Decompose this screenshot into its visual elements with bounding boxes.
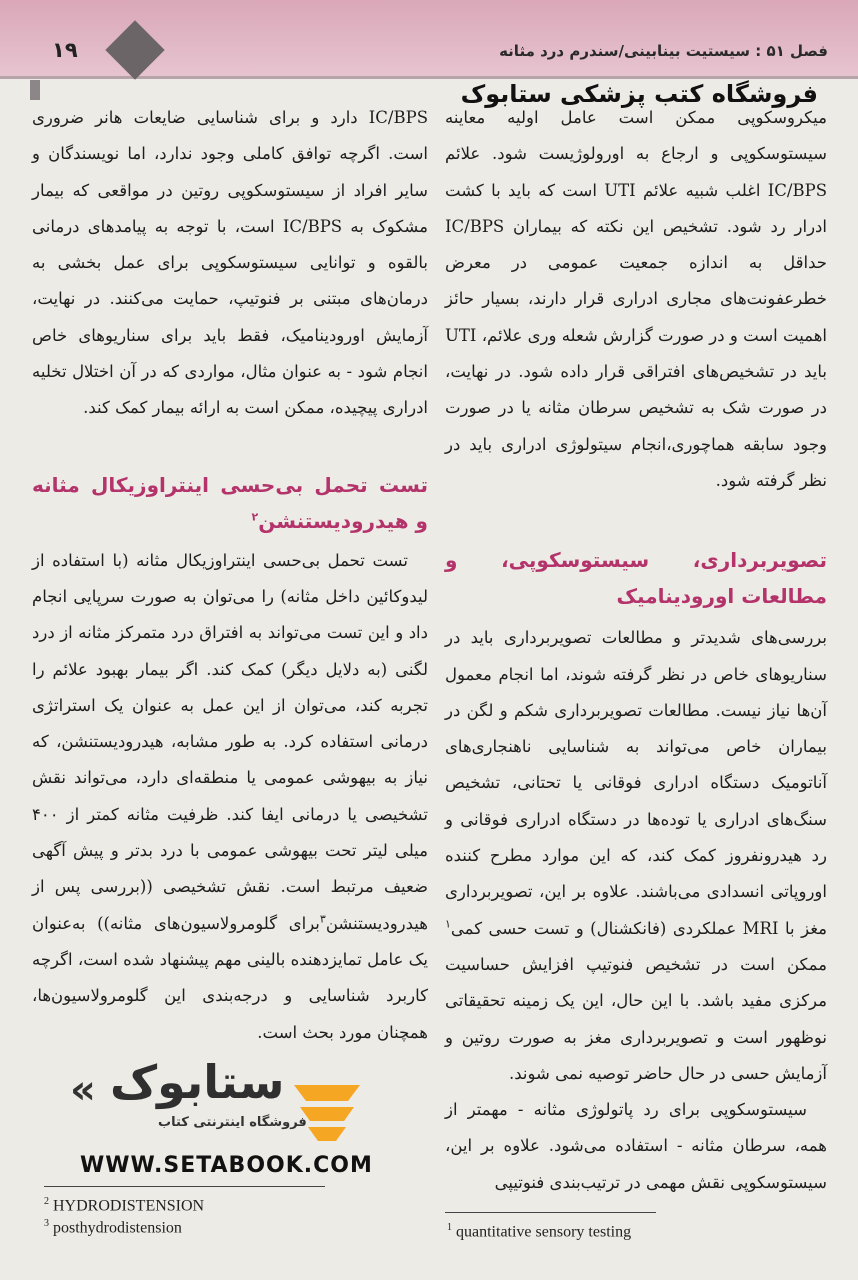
footnote-3-text: posthydrodistension [53,1219,182,1237]
footnote-2 [44,1196,204,1215]
footnote-ref-2[interactable]: ۲ [251,510,259,524]
section-heading-imaging: تصویربرداری، سیستوسکوپی، و مطالعات اورودینامیک [445,548,827,609]
footnote-1 [447,1222,631,1241]
book-logo-icon [288,1075,366,1145]
left-paragraph-2-a: تست تحمل بی‌حسی اینتراوزیکال مثانه (با استفاده از لیدوکائین داخل مثانه) را می‌توان به صورت سرپایی انجام داد و این تست می‌تواند به افتراق درد متمرکز مثانه از درد لگنی (به دلایل دیگر) کمک کند. اگر بیمار بهبود علائم را تجربه کند، می‌توان از این عمل به عنوان یک استراتژی درمانی استفاده کرد. به طور مشابه، هیدرودیستنشن، که نیاز به بیهوشی عمومی یا منطقه‌ای دارد، می‌تواند نقش تشخیصی یا درمانی ایفا کند. ظرفیت مثانه کمتر از ۴۰۰ میلی لیتر تحت بیهوشی عمومی با درد بدتر و پیش آگهی ضعیف مرتبط است. نقش تشخیصی ((بررسی پس از هیدرودیستنشن [32,550,428,933]
left-paragraph-2 [32,543,428,1051]
footnote-1-num: 1 [447,1222,452,1233]
footnote-ref-3[interactable]: ۳ [319,912,326,926]
right-paragraph-3: سیستوسکوپی برای رد پاتولوژی مثانه - مهمتر از همه، سرطان مثانه - استفاده می‌شود. علاوه بر این، سیستوسکوپی نقش مهمی در ترتیب‌بندی فنوتیپی [445,1100,827,1192]
footnote-3-num: 3 [44,1218,49,1229]
watermark-logo-text: ستابوک [110,1055,285,1109]
footnote-1-text: quantitative sensory testing [456,1223,632,1241]
header-rule [0,76,858,79]
left-paragraph-2-b: برای گلومرولاسیون‌های مثانه)) به‌عنوان یک عامل تمایزدهنده بالینی مهم پیشنهاد شده است، اگرچه کاربرد شناسایی و درجه‌بندی این گلومرولاسیون‌ها، همچنان مورد بحث است. [32,913,428,1042]
footnote-rule-right [445,1212,656,1213]
footnote-2-text: HYDRODISTENSION [53,1197,205,1215]
left-paragraph-1: IC/BPS دارد و برای شناسایی ضایعات هانر ضروری است. اگرچه توافق کاملی وجود ندارد، اما نویسندگان و سایر افراد از سیستوسکوپی روتین در مواقعی که بیمار مشکوک به IC/BPS است، با توجه به پیامدهای درمانی بالقوه و توانایی سیستوسکوپی برای عمل بخشی به درمان‌های مبتنی بر فنوتیپ، حمایت می‌کنند. در نهایت، آزمایش اورودینامیک، فقط باید برای سناریوهای خاص انجام شود - به عنوان مثال، مواردی که در آن اختلال تخلیه ادراری پیچیده، ممکن است به ارائه بیمار کمک کند. [32,108,428,418]
right-paragraph-1: میکروسکوپی ممکن است عامل اولیه معاینه سیستوسکوپی و ارجاع به اورولوژیست شود. علائم IC/BPS اغلب شبیه علائم UTI است که باید با کشت ادرار رد شود. تشخیص این نکته که بیماران IC/BPS حداقل به اندازه جمعیت عمومی در معرض خطرعفونت‌های مجاری ادراری قرار دارند، بسیار حائز اهمیت است و در صورت گزارش شعله وری علائم، UTI باید در تشخیص‌های افتراقی قرار داده شود. در نهایت، در صورت شک به تشخیص سرطان مثانه یا در صورت وجود سابقه هماچوری،انجام سیتولوژی ادراری باید در نظر گرفته شود. [445,108,827,490]
chevrons-icon: « [70,1067,96,1113]
shop-title-overlay: فروشگاه کتب پزشکی ستابوک [455,80,824,108]
footnote-3 [44,1218,182,1237]
watermark-url[interactable]: WWW.SETABOOK.COM [80,1153,373,1178]
footnote-2-num: 2 [44,1196,49,1207]
footnote-ref-1[interactable]: ۱ [445,917,451,931]
section-heading-anesthetic-test-text: تست تحمل بی‌حسی اینتراوزیکال مثانه و هیدرودیستنشن [32,472,428,533]
left-column [32,100,428,1051]
right-paragraph-2-text: بررسی‌های شدیدتر و مطالعات تصویربرداری باید در سناریوهای خاص در نظر گرفته شوند، اما انجام معمول آن‌ها نیاز نیست. مطالعات تصویربرداری شکم و لگن در بیماران خاص می‌تواند به شناسایی ناهنجاری‌های آناتومیک دستگاه ادراری فوقانی یا تحتانی، تشخیص سنگ‌های ادراری یا توده‌ها در دستگاه ادراری فوقانی و رد هیدرونفروز کمک کند، که این موارد مطرح کننده اوروپاتی انسدادی می‌باشند. علاوه بر این، تصویربرداری مغز با MRI عملکردی (فانکشنال) و تست حسی کمی [445,628,827,938]
page-number: ۱۹ [52,38,78,62]
watermark-subtitle: فروشگاه اینترنتی کتاب [158,1115,307,1130]
chapter-title: فصل ۵۱ : سیستیت بینابینی/سندرم درد مثانه [499,42,828,60]
right-paragraph-2-end: ممکن است در تشخیص فنوتیپ افزایش حساسیت مرکزی مفید باشد. با این حال، این یک زمینه تحقیقاتی نوظهور است و تصویربرداری مغز به صورت روتین و آزمایش حسی در حال حاضر توصیه نمی شوند. [445,954,827,1083]
setabook-watermark [70,1055,373,1185]
footnote-rule-left [44,1186,325,1187]
right-column [445,100,827,1201]
margin-marker-left [30,80,40,100]
section-heading-anesthetic-test [32,467,428,539]
right-paragraph-2 [445,620,827,1092]
